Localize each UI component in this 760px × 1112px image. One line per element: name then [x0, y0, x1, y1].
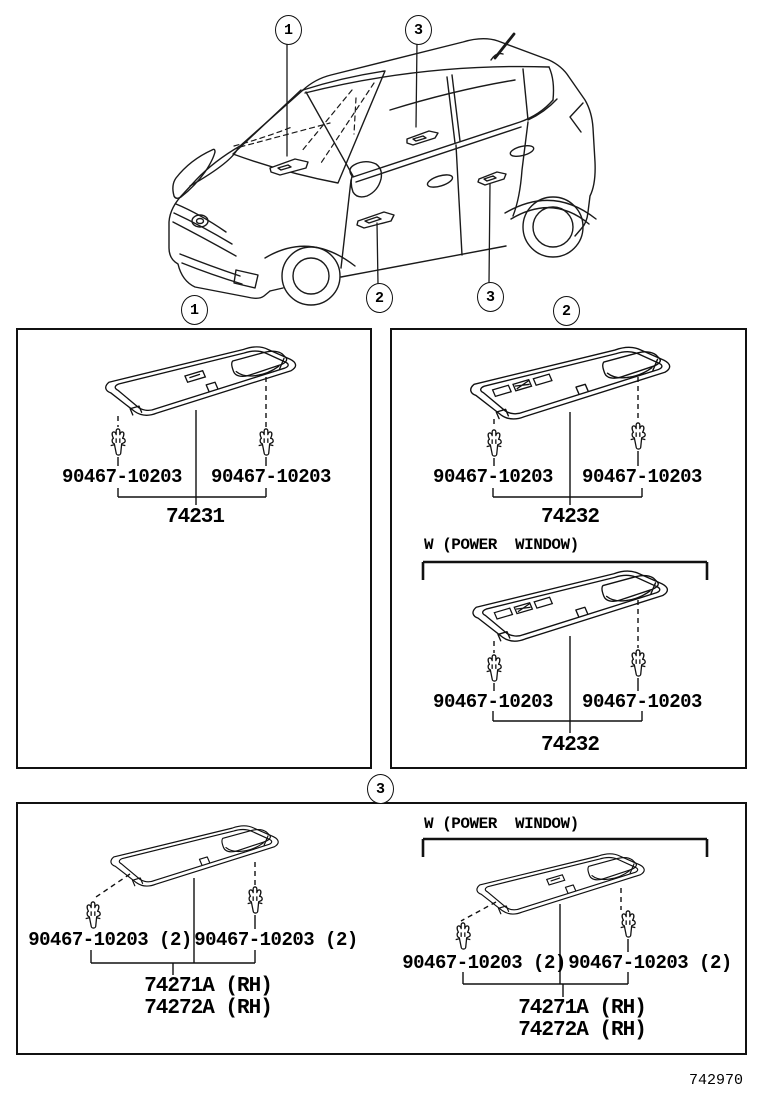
figure-number: 742970	[689, 1072, 744, 1089]
clip-part-number: 90467-10203 (2)	[402, 952, 566, 974]
grille-lines	[173, 204, 236, 256]
hidden-lines	[234, 83, 374, 163]
front-door-handle	[426, 172, 454, 189]
side-mirror	[350, 162, 382, 197]
panel-part-number: 74272A (RH)	[144, 997, 272, 1020]
headlight	[173, 149, 215, 198]
rear-wheel-arch	[505, 200, 596, 224]
clip-part-number: 90467-10203	[433, 691, 553, 713]
windshield	[233, 71, 385, 183]
panel-part-number: 74232	[540, 506, 600, 529]
callout-circle-2: 2	[366, 283, 393, 313]
section-marker-3: 3	[367, 774, 394, 804]
panel-part-number: 74271A (RH)	[518, 997, 646, 1020]
clip-part-number: 90467-10203	[211, 466, 331, 488]
rear-door-switch-glyph	[478, 172, 506, 185]
rear-lamp	[570, 103, 583, 132]
clip-part-number: 90467-10203	[433, 466, 553, 488]
section-marker-1: 1	[181, 295, 208, 325]
power-window-heading: W (POWER WINDOW)	[424, 815, 579, 833]
rear-wheel	[523, 197, 583, 257]
clip-part-number: 90467-10203 (2)	[28, 929, 192, 951]
antenna	[491, 34, 514, 60]
rear-upper-switch-glyph	[407, 131, 438, 145]
hood-line	[190, 148, 238, 186]
a-pillar	[306, 92, 353, 176]
front-wheel-arch	[265, 246, 355, 266]
callout-lines	[287, 42, 490, 284]
front-wheel	[282, 247, 340, 305]
fog-lamp	[234, 270, 258, 288]
clip-part-number: 90467-10203 (2)	[194, 929, 358, 951]
clip-part-number: 90467-10203	[582, 691, 702, 713]
bumper-lines	[180, 254, 242, 284]
toyota-emblem	[192, 215, 208, 227]
front-door-switch-glyph	[357, 212, 394, 228]
interior-line	[390, 80, 515, 110]
door-seams	[341, 122, 528, 268]
section-marker-2: 2	[553, 296, 580, 326]
car-sill	[270, 246, 506, 291]
beltline	[353, 100, 553, 182]
car-front-face	[169, 90, 303, 298]
car-illustration	[169, 34, 596, 305]
callout-circle-1: 1	[275, 15, 302, 45]
callout-circle-3-bottom: 3	[477, 282, 504, 312]
callout-circle-3-top: 3	[405, 15, 432, 45]
panel-part-number: 74271A (RH)	[144, 975, 272, 998]
clip-part-number: 90467-10203	[62, 466, 182, 488]
clip-part-number: 90467-10203	[582, 466, 702, 488]
car-roofline	[303, 39, 595, 236]
c-pillar	[523, 67, 557, 120]
near-roofline	[305, 67, 549, 93]
panel-part-number: 74232	[540, 734, 600, 757]
section-box-1	[16, 328, 372, 769]
rear-door-handle	[509, 144, 535, 159]
panel-part-number: 74231	[165, 506, 225, 529]
power-window-heading: W (POWER WINDOW)	[424, 536, 579, 554]
dash-switch-glyph	[270, 159, 308, 175]
panel-part-number: 74272A (RH)	[518, 1019, 646, 1042]
clip-part-number: 90467-10203 (2)	[568, 952, 732, 974]
b-pillar	[447, 75, 460, 143]
